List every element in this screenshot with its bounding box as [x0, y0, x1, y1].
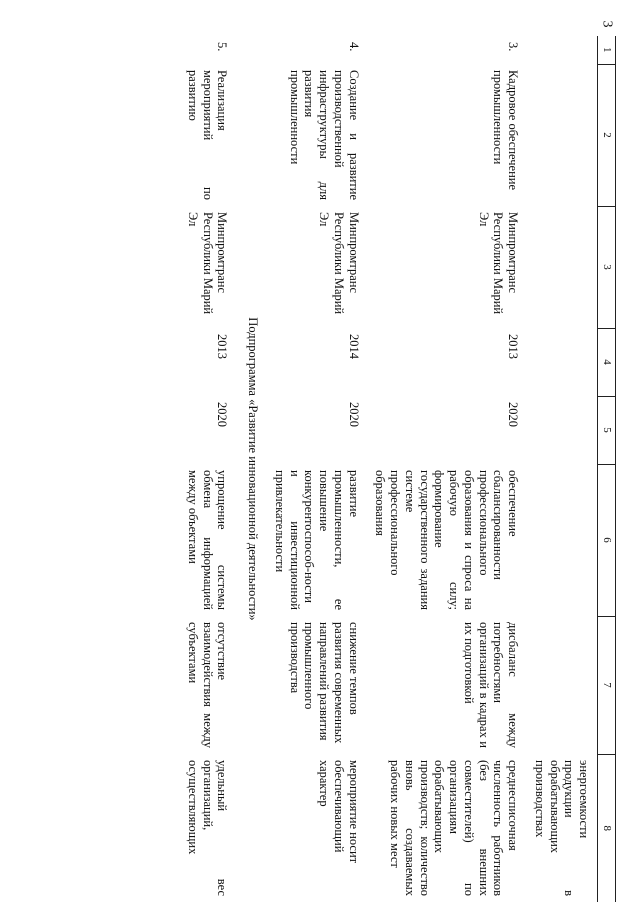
cell-name: Реализация мероприятий по развитию: [185, 70, 230, 200]
cell-num: 3.: [506, 42, 521, 52]
cell-result: обеспечение сбалансированности профессионального образования и спроса на рабочую силу; формирование государственного задания системе профессионального образования: [373, 470, 521, 610]
cell-num: [526, 36, 598, 64]
cell-start: 2014: [346, 334, 361, 359]
cell-end: 2020: [346, 402, 361, 427]
cell-consequence: снижение темпов развития современных направлений развития промышленного производства: [287, 622, 361, 744]
col-header: 1: [598, 36, 616, 64]
subprogram-row: [235, 36, 266, 902]
cell-name: [526, 64, 598, 206]
cell-end: 2020: [215, 402, 230, 427]
col-header: 4: [598, 328, 616, 396]
cell-end: [526, 396, 598, 464]
program-table: [179, 36, 616, 902]
cell-start: 2013: [506, 334, 521, 359]
cell-result: упрощение системы обмена информацией между объектами: [185, 470, 230, 610]
cell-consequence: дисбаланс между потребностями организаций в кадрах и их подготовкой: [461, 622, 521, 748]
cell-exec: Минпромтранс Республики Марий Эл: [476, 212, 521, 315]
cell-indicator: мероприятие носит обеспечивающий характер: [317, 760, 361, 864]
rotated-table-sheet: [96, 36, 616, 902]
cell-name: Кадровое обеспечение промышленности: [491, 70, 521, 191]
cell-indicator: удельный вес организаций, осуществляющих: [185, 760, 230, 896]
table-row: [367, 36, 527, 902]
col-header: 2: [598, 64, 616, 206]
cell-consequence: отсутствие взаимодействия между субъектами: [185, 622, 230, 748]
cell-exec: Минпромтранс Республики Марий Эл: [317, 212, 361, 315]
page-number: 3: [599, 20, 615, 28]
cell-exec: Минпромтранс Республики Марий Эл: [185, 212, 230, 315]
cell-start: 2013: [215, 334, 230, 359]
cell-indicator: среднесписочная численность работников (без внешних совместителей) по организациям обрабатывающих производств; количество вновь создаваемых рабочих новых мест: [388, 760, 521, 896]
table-row: [179, 36, 235, 902]
cell-consequence: [526, 616, 598, 754]
cell-indicator: энергоемкости продукции в обрабатывающих производствах: [532, 760, 592, 896]
col-header: 7: [598, 616, 616, 754]
table-row: [526, 36, 598, 902]
cell-result: развитие промышленности, ее повышение конкурентоспособ-ности и инвестиционной привлекательности: [272, 470, 361, 610]
col-header: 5: [598, 396, 616, 464]
col-header: 8: [598, 754, 616, 902]
col-header: 3: [598, 206, 616, 328]
cell-name: Создание и развитие производственной инфраструктуры для развития промышленности: [287, 70, 361, 200]
cell-num: 4.: [346, 42, 361, 52]
cell-num: 5.: [215, 42, 230, 52]
header-row: [598, 36, 616, 902]
cell-result: [526, 464, 598, 616]
cell-start: [526, 328, 598, 396]
subprogram-title: Подпрограмма «Развитие инновационной деятельности»: [246, 317, 261, 621]
cell-exec: [526, 206, 598, 328]
table-row: [266, 36, 367, 902]
col-header: 6: [598, 464, 616, 616]
cell-end: 2020: [506, 402, 521, 427]
